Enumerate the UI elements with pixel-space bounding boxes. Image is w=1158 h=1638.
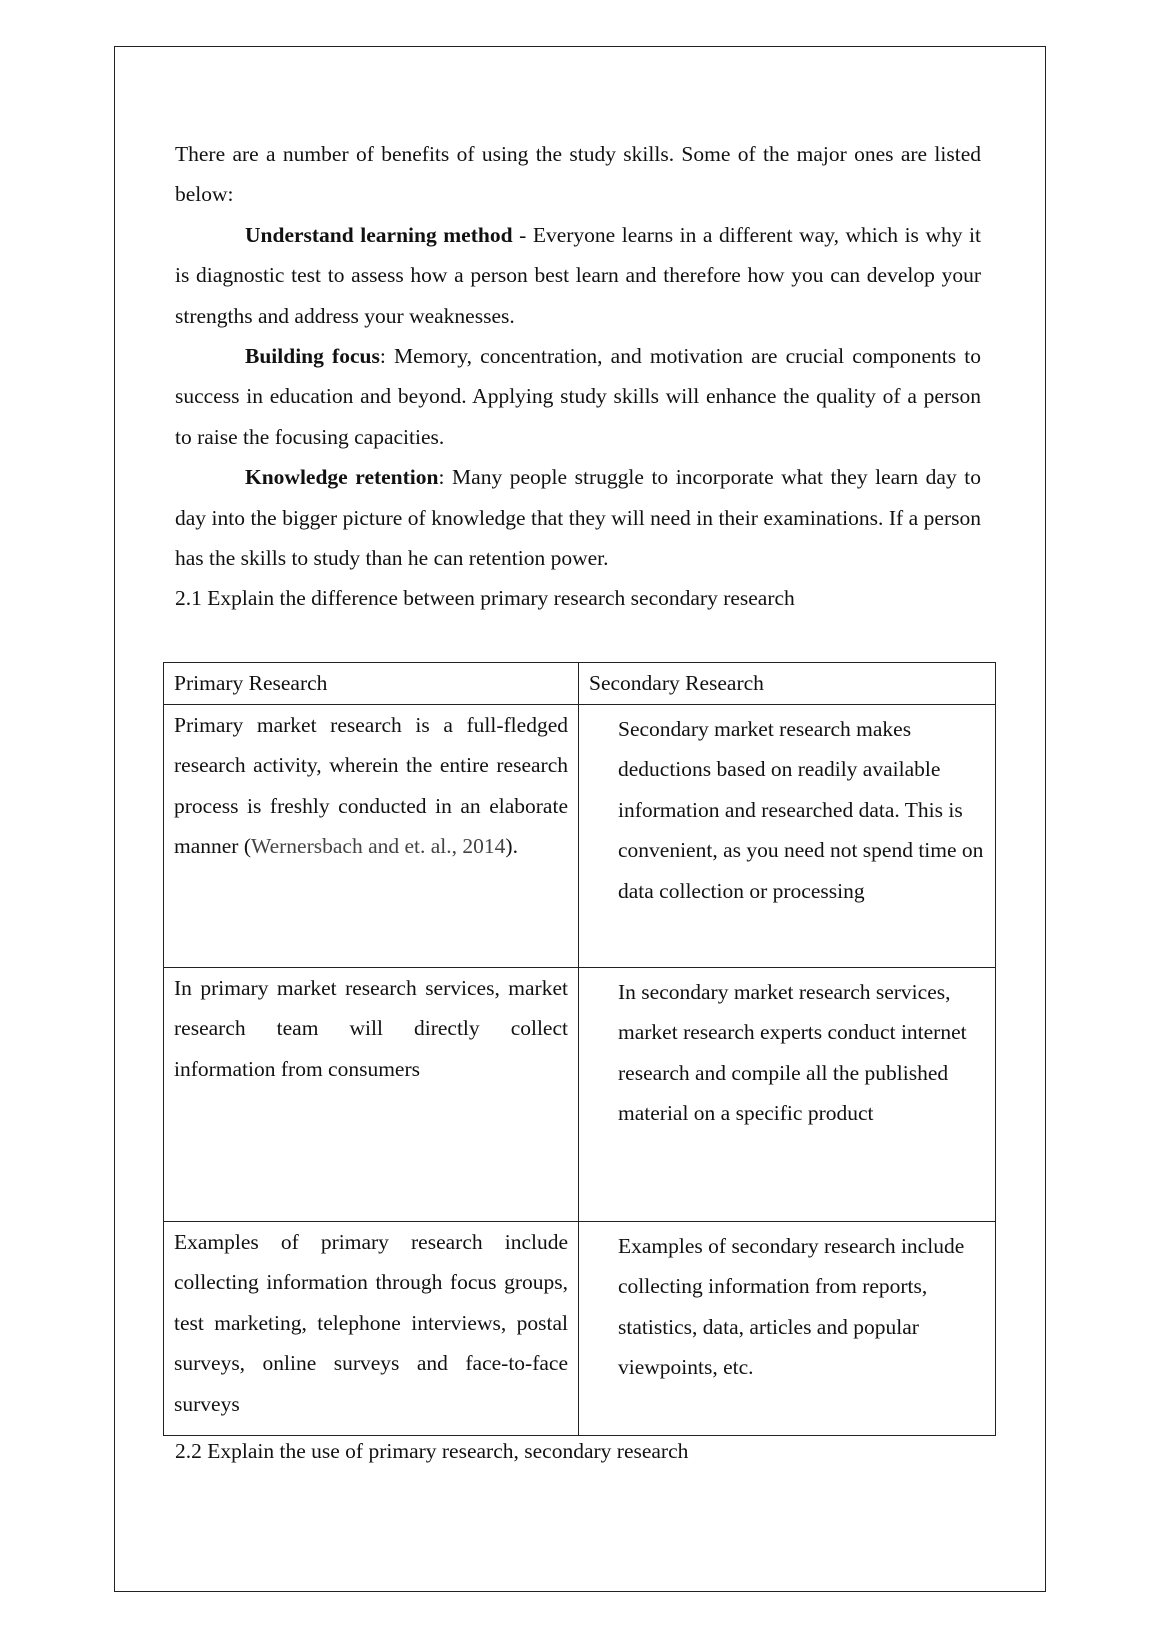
section-heading-2-2: 2.2 Explain the use of primary research, secondary research	[175, 1439, 689, 1463]
secondary-cell: In secondary market research services, market research experts conduct internet research and compile all the published material on a specific product	[579, 968, 996, 1222]
document-body	[175, 134, 981, 619]
benefit-title: Building focus	[245, 344, 380, 369]
section-heading-2-1: 2.1 Explain the difference between primary research secondary research	[175, 586, 795, 611]
benefit-title: Knowledge retention	[245, 465, 439, 490]
separator: :	[379, 344, 394, 369]
benefit-paragraph-learning-method	[175, 215, 981, 336]
secondary-cell: Examples of secondary research include collecting information from reports, statistics, data, articles and popular viewpoints, etc.	[579, 1222, 996, 1436]
benefit-text: Many people struggle to incorporate what they learn day to day into the bigger picture of knowledge that they will need in their examinations. If a person has the skills to study than he can retention power.	[175, 465, 981, 571]
primary-text: Primary market research is a full-fledged research activity, wherein the entire research process is freshly conducted in an elaborate manner (	[174, 713, 568, 859]
table-row	[164, 1222, 996, 1436]
benefit-text: Everyone learns in a different way, which is why it is diagnostic test to assess how a person best learn and therefore how you can develop your strengths and address your weaknesses.	[175, 222, 981, 328]
primary-cell	[164, 705, 579, 968]
benefit-paragraph-knowledge-retention	[175, 457, 981, 578]
primary-text-end: ).	[505, 834, 518, 859]
header-primary: Primary Research	[164, 663, 579, 705]
separator: :	[438, 465, 453, 490]
citation: Wernersbach and et. al., 2014	[251, 834, 506, 859]
benefit-title: Understand learning method	[245, 222, 513, 247]
primary-cell: Examples of primary research include collecting information through focus groups, test marketing, telephone interviews, postal surveys, online surveys and face-to-face surveys	[164, 1222, 579, 1436]
table-row	[164, 968, 996, 1222]
benefit-paragraph-building-focus	[175, 336, 981, 457]
comparison-table	[163, 662, 996, 1436]
intro-paragraph: There are a number of benefits of using the study skills. Some of the major ones are listed below:	[175, 142, 981, 207]
header-secondary: Secondary Research	[579, 663, 996, 705]
separator: -	[512, 222, 533, 247]
benefit-text: Memory, concentration, and motivation are crucial components to success in education and beyond. Applying study skills will enhance the quality of a person to raise the focusing capacities.	[175, 344, 982, 449]
table-header-row	[164, 663, 996, 705]
primary-cell: In primary market research services, market research team will directly collect information from consumers	[164, 968, 579, 1222]
table-row	[164, 705, 996, 968]
secondary-cell: Secondary market research makes deductions based on readily available information and researched data. This is convenient, as you need not spend time on data collection or processing	[579, 705, 996, 968]
